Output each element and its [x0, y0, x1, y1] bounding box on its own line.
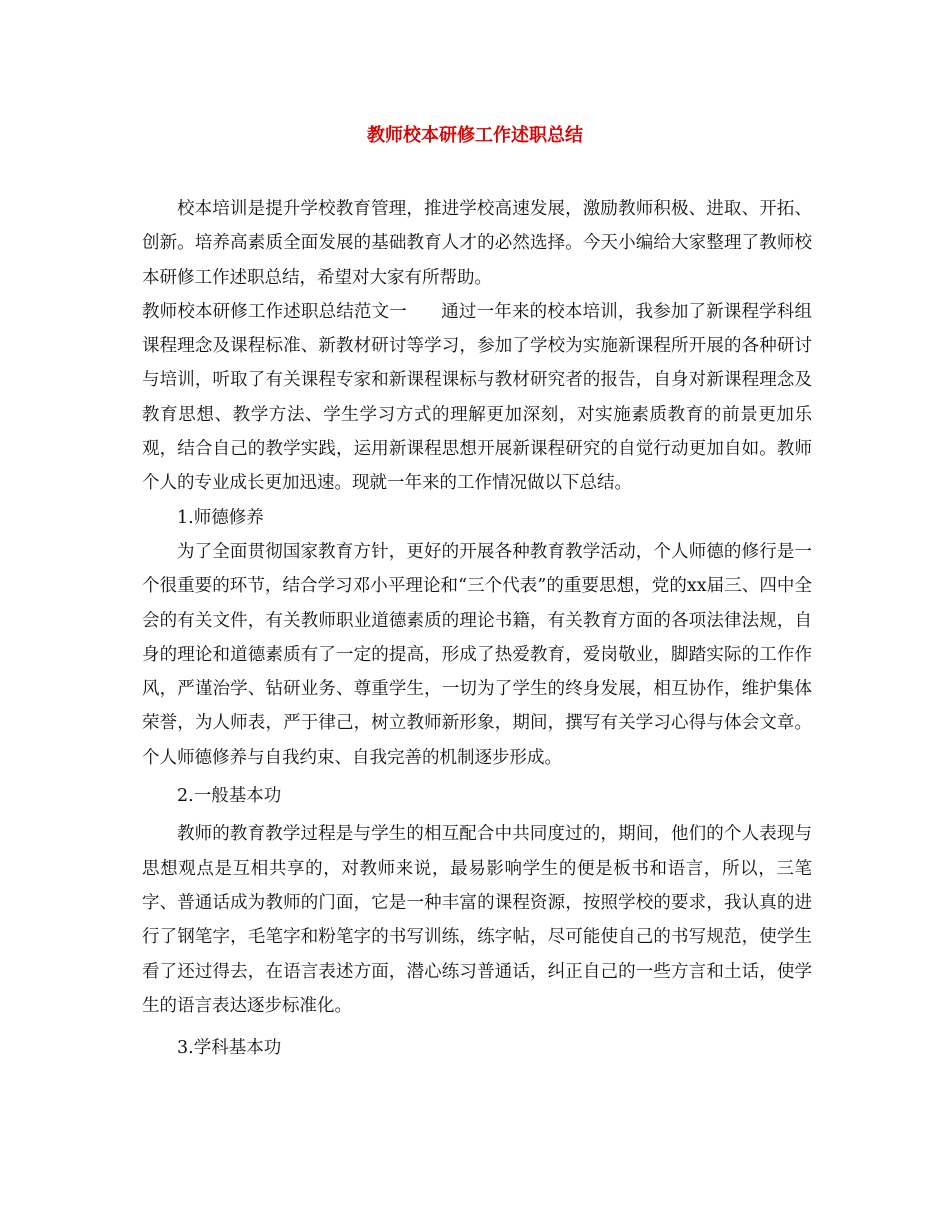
section-heading-subject-skills: 3.学科基本功 [177, 1038, 282, 1059]
section-text-basic-skills: 教师的教育教学过程是与学生的相互配合中共同度过的，期间，他们的个人表现与思想观点是互相共享的，对教师来说，最易影响学生的便是板书和语言，所以，三笔字、普通话成为教师的门面，它是一种丰富的课程资源，按照学校的要求，我认真的进行了钢笔字，毛笔字和粉笔字的书写训练，练字帖，尽可能使自己的书写规范，使学生看了还过得去，在语言表述方面，潜心练习普通话，纠正自己的一些方言和土话，使学生的语言表达逐步标准化。 [142, 824, 812, 1016]
intro-paragraph: 校本培训是提升学校教育管理，推进学校高速发展，激励教师积极、进取、开拓、创新。培养高素质全面发展的基础教育人才的必然选择。今天小编给大家整理了教师校本研修工作述职总结，希望对大家有所帮助。 [142, 199, 812, 288]
sample-heading: 教师校本研修工作述职总结范文一 [142, 301, 407, 322]
section-text-ethics: 为了全面贯彻国家教育方针，更好的开展各种教育教学活动，个人师德的修行是一个很重要的环节，结合学习邓小平理论和“三个代表”的重要思想，党的xx届三、四中全会的有关文件，有关教师职业道德素质的理论书籍，有关教育方面的各项法律法规，自身的理论和道德素质有了一定的提高，形成了热爱教育，爱岗敬业，脚踏实际的工作作风，严谨治学、钻研业务、尊重学生，一切为了学生的终身发展，相互协作，维护集体荣誉，为人师表，严于律己，树立教师新形象，期间，撰写有关学习心得与体会文章。个人师德修养与自我约束、自我完善的机制逐步形成。 [142, 541, 812, 768]
section-heading-basic-skills: 2.一般基本功 [177, 786, 282, 807]
heading-spacer [407, 302, 441, 322]
sample-text: 通过一年来的校本培训，我参加了新课程学科组课程理念及课程标准、新教材研讨等学习，参加了学校为实施新课程所开展的各种研讨与培训，听取了有关课程专家和新课程课标与教材研究者的报告，自身对新课程理念及教育思想、教学方法、学生学习方式的理解更加深刻，对实施素质教育的前景更加乐观，结合自己的教学实践，运用新课程思想开展新课程研究的自觉行动更加自如。教师个人的专业成长更加迅速。现就一年来的工作情况做以下总结。 [142, 301, 812, 494]
section-heading-ethics: 1.师德修养 [177, 507, 264, 528]
sample-paragraph [142, 295, 812, 501]
document-title: 教师校本研修工作述职总结 [367, 125, 583, 146]
document-body [142, 192, 812, 1065]
